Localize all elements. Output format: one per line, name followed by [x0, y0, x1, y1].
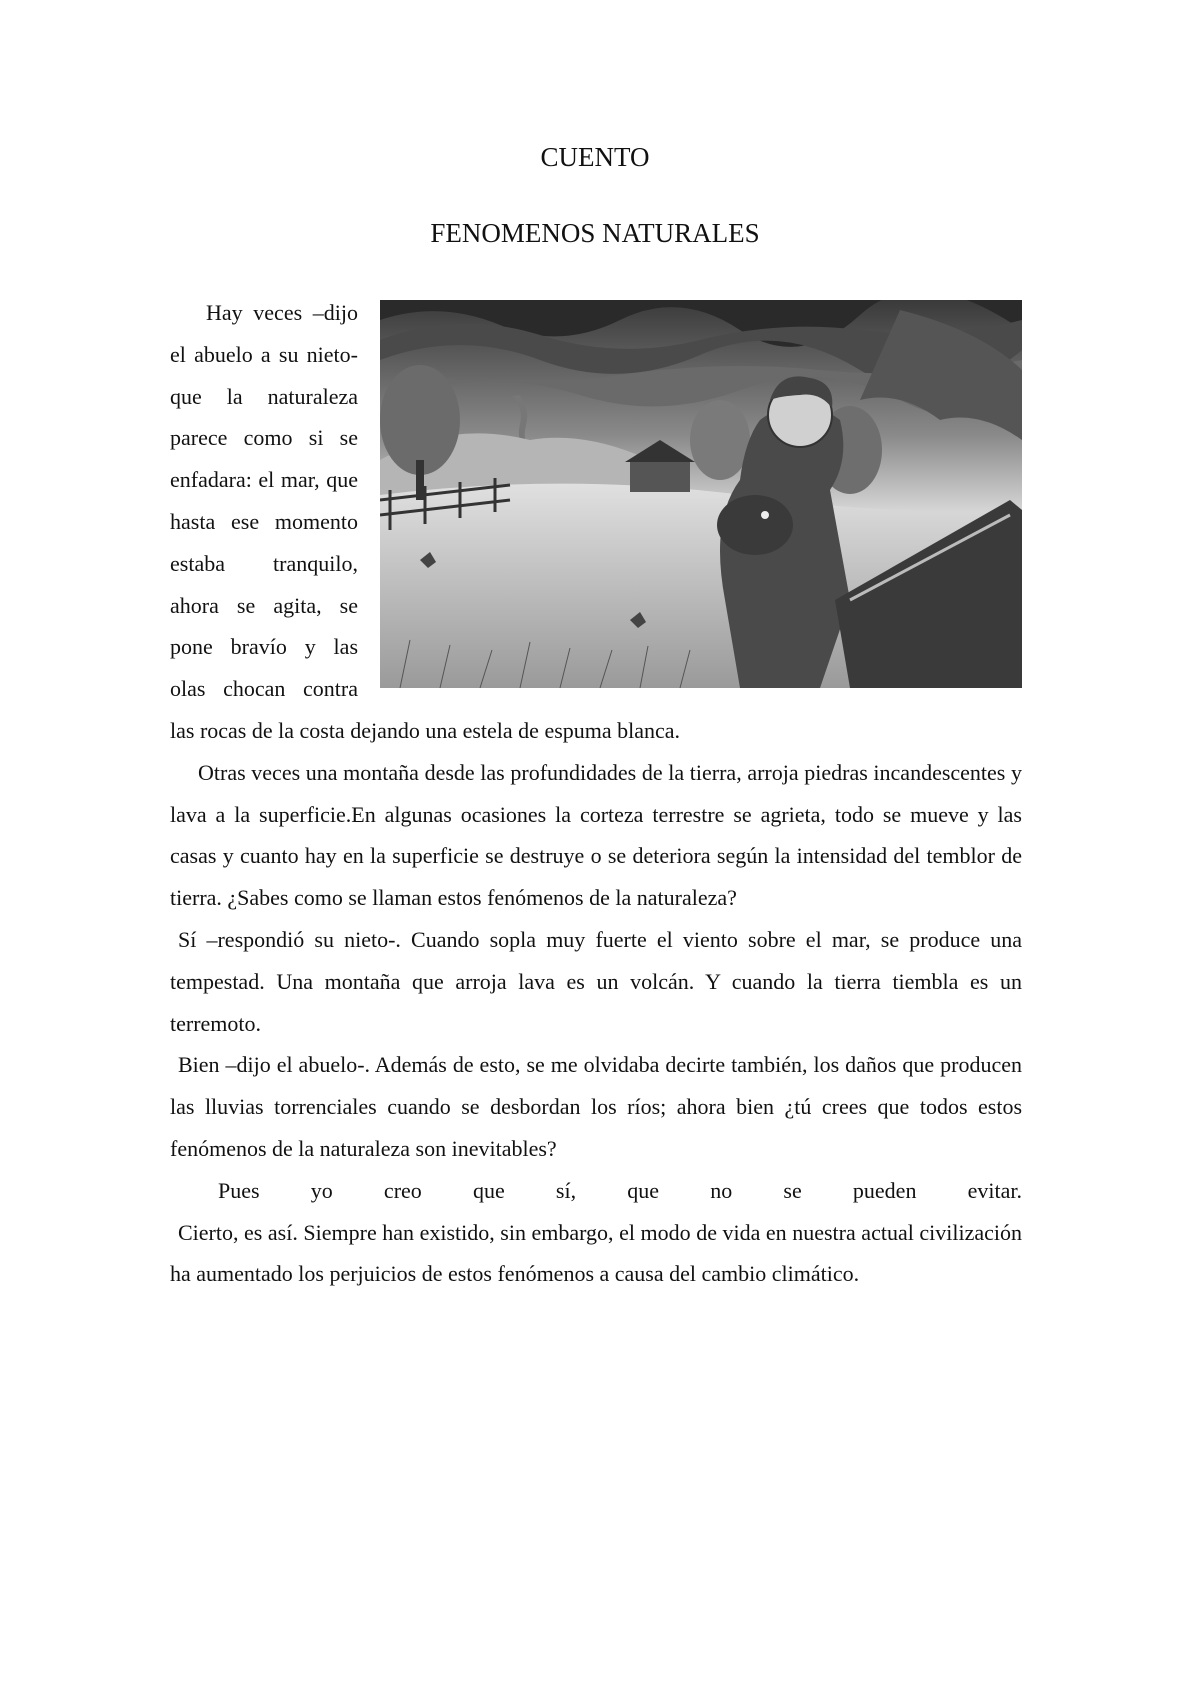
tornado-farm-drawing	[380, 300, 1022, 688]
paragraph-5: Pues yo creo que sí, que no se pueden evitar.	[218, 1177, 1022, 1203]
paragraph-3: Sí –respondió su nieto-. Cuando sopla muy fuerte el viento sobre el mar, se produce una tempestad. Una montaña que arroja lava es un volcán. Y cuando la tierra tiembla es un terremoto.	[170, 926, 1022, 1036]
document-subtitle: FENOMENOS NATURALES	[430, 218, 760, 248]
paragraph-2: Otras veces una montaña desde las profundidades de la tierra, arroja piedras incandescentes y lava a la superficie.En algunas ocasiones la corteza terrestre se agrieta, todo se mueve y las casas y cuanto hay en la superficie se destruye o se deteriora según la intensidad del temblor de tierra. ¿Sabes como se llaman estos fenómenos de la naturaleza?	[170, 759, 1022, 911]
paragraph-1: Hay veces –dijo el abuelo a su nieto-que la naturaleza parece como si se enfadara: el mar, que hasta ese momento estaba tranquilo, ahora se agita, se pone bravío y las olas chocan contra las rocas de la costa dejando una estela de espuma blanca.	[170, 300, 681, 743]
paragraph-6: Cierto, es así. Siempre han existido, sin embargo, el modo de vida en nuestra actual civilización ha aumentado los perjuicios de estos fenómenos a causa del cambio climático.	[170, 1219, 1022, 1287]
storm-illustration	[380, 300, 1022, 688]
paragraph-4: Bien –dijo el abuelo-. Además de esto, se me olvidaba decirte también, los daños que producen las lluvias torrenciales cuando se desbordan los ríos; ahora bien ¿tú crees que todos estos fenómenos de la naturaleza son inevitables?	[170, 1052, 1022, 1161]
story-body	[170, 292, 1022, 1295]
document-title: CUENTO	[540, 142, 650, 172]
